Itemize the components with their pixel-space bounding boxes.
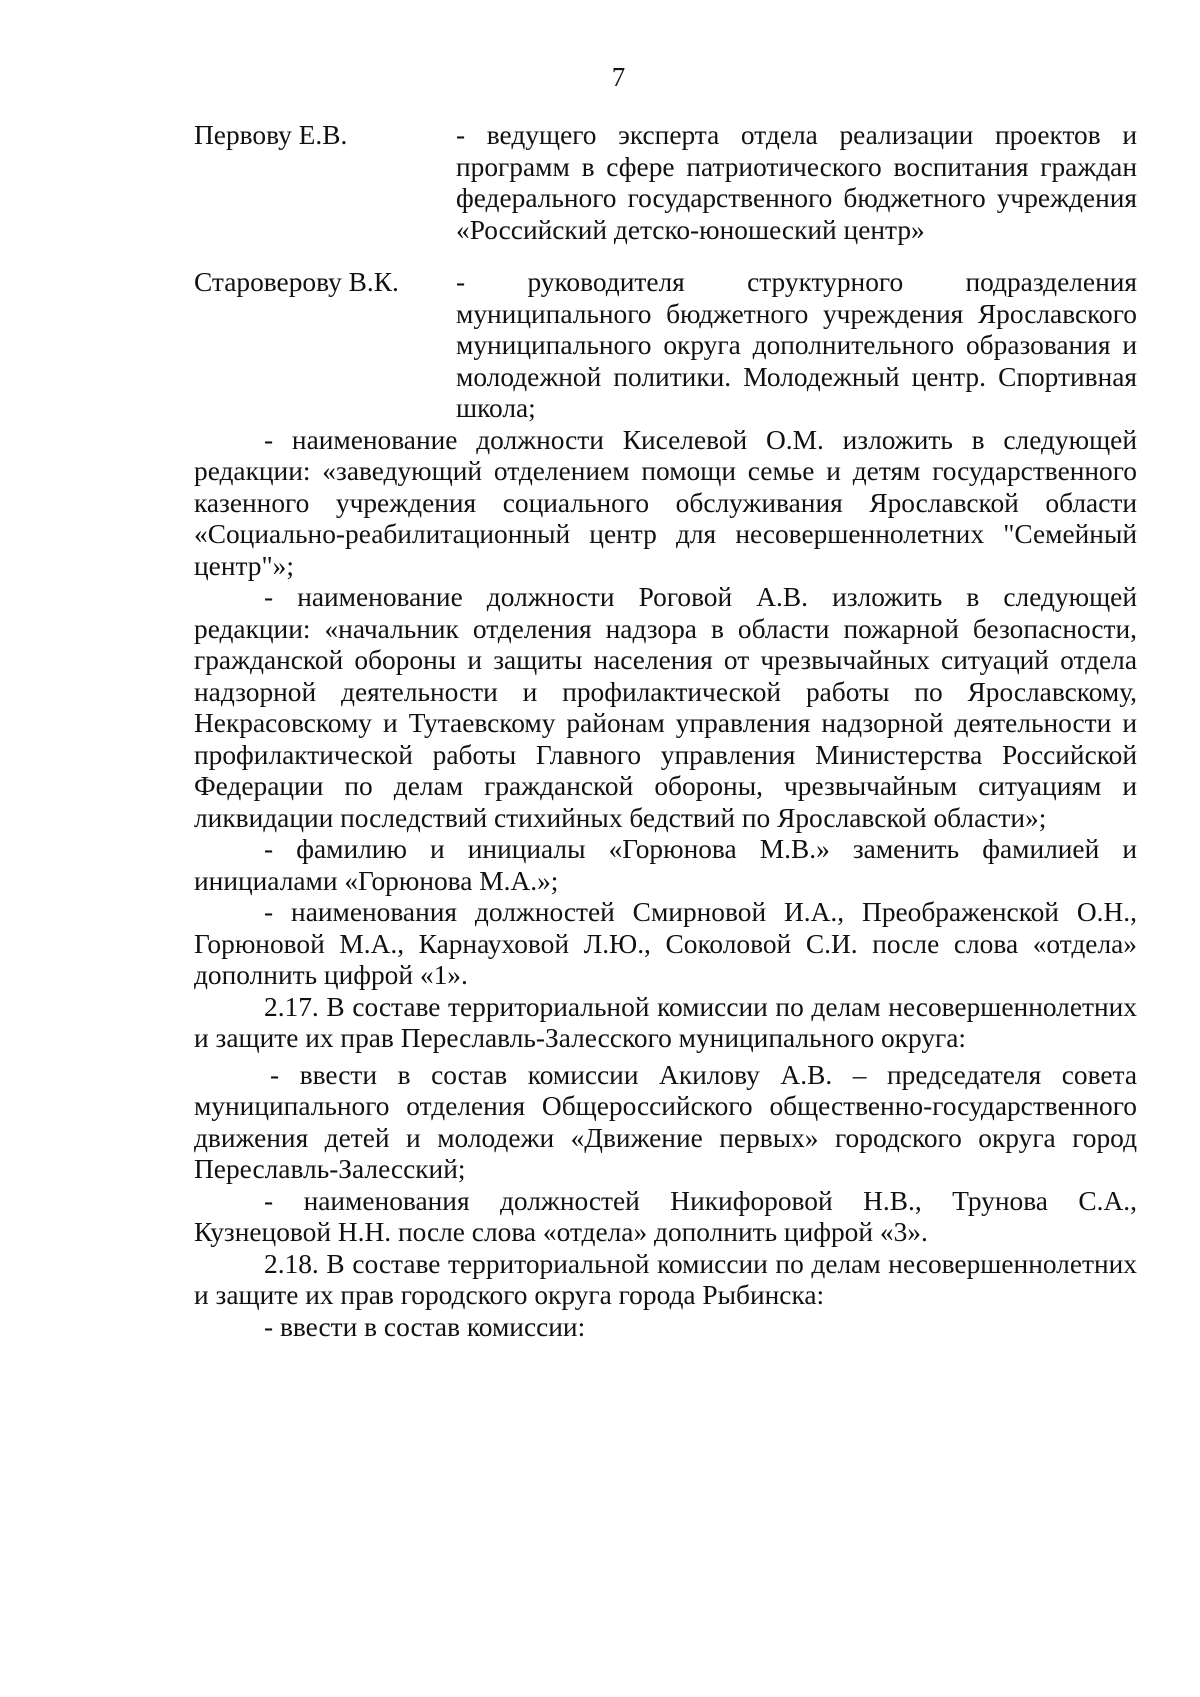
paragraph-positions-department-1: - наименования должностей Смирновой И.А., Преображенской О.Н., Горюновой М.А., Карнауховой Л.Ю., Соколовой С.И. после слова «отдела» дополнить цифрой «1».	[194, 897, 1137, 990]
paragraph-rogova: - наименование должности Роговой А.В. изложить в следующей редакции: «начальник отделения надзора в области пожарной безопасности, гражданской обороны и защиты населения от чрезвычайных ситуаций отдела надзорной деятельности и профилактической работы по Ярославскому, Некрасовскому и Тутаевскому районам управления надзорной деятельности и профилактической работы Главного управления Министерства Российской Федерации по делам гражданской обороны, чрезвычайным ситуациям и ликвидации последствий стихийных бедствий по Ярославской области»;	[194, 582, 1137, 833]
paragraph-section-2-17: 2.17. В составе территориальной комиссии по делам несовершеннолетних и защите их прав Переславль-Залесского муниципального округа:	[194, 991, 1137, 1053]
page-number: 7	[611, 62, 626, 92]
person-entry-pervova	[194, 120, 1137, 246]
person-entry-staroverova	[194, 267, 1137, 425]
paragraph-positions-department-3: - наименования должностей Никифоровой Н.В., Трунова С.А., Кузнецовой Н.Н. после слова «отдела» дополнить цифрой «3».	[194, 1185, 1137, 1247]
document-body	[194, 120, 1137, 1343]
paragraph-kiseleva: - наименование должности Киселевой О.М. изложить в следующей редакции: «заведующий отделением помощи семье и детям государственного казенного учреждения социального обслуживания Ярославской области «Социально-реабилитационный центр для несовершеннолетних "Семейный центр"»;	[194, 424, 1137, 581]
paragraph-goryunova-name: - фамилию и инициалы «Горюнова М.В.» заменить фамилией и инициалами «Горюнова М.А.»;	[194, 834, 1137, 896]
person-position: - руководителя структурного подразделения муниципального бюджетного учреждения Ярославского муниципального округа дополнительного образования и молодежной политики. Молодежный центр. Спортивная школа;	[456, 267, 1137, 423]
person-name: Первову Е.В.	[194, 120, 348, 150]
paragraph-akilova: - ввести в состав комиссии Акилову А.В. – председателя совета муниципального отделения Общероссийского общественно-государственного движения детей и молодежи «Движение первых» городского округа город Переславль-Залесский;	[194, 1059, 1137, 1184]
person-position: - ведущего эксперта отдела реализации проектов и программ в сфере патриотического воспитания граждан федерального государственного бюджетного учреждения «Российский детско-юношеский центр»	[456, 120, 1137, 245]
paragraph-section-2-18: 2.18. В составе территориальной комиссии по делам несовершеннолетних и защите их прав городского округа города Рыбинска:	[194, 1248, 1137, 1310]
person-name: Староверову В.К.	[194, 267, 399, 297]
paragraph-add-members: - ввести в состав комиссии:	[264, 1311, 586, 1342]
